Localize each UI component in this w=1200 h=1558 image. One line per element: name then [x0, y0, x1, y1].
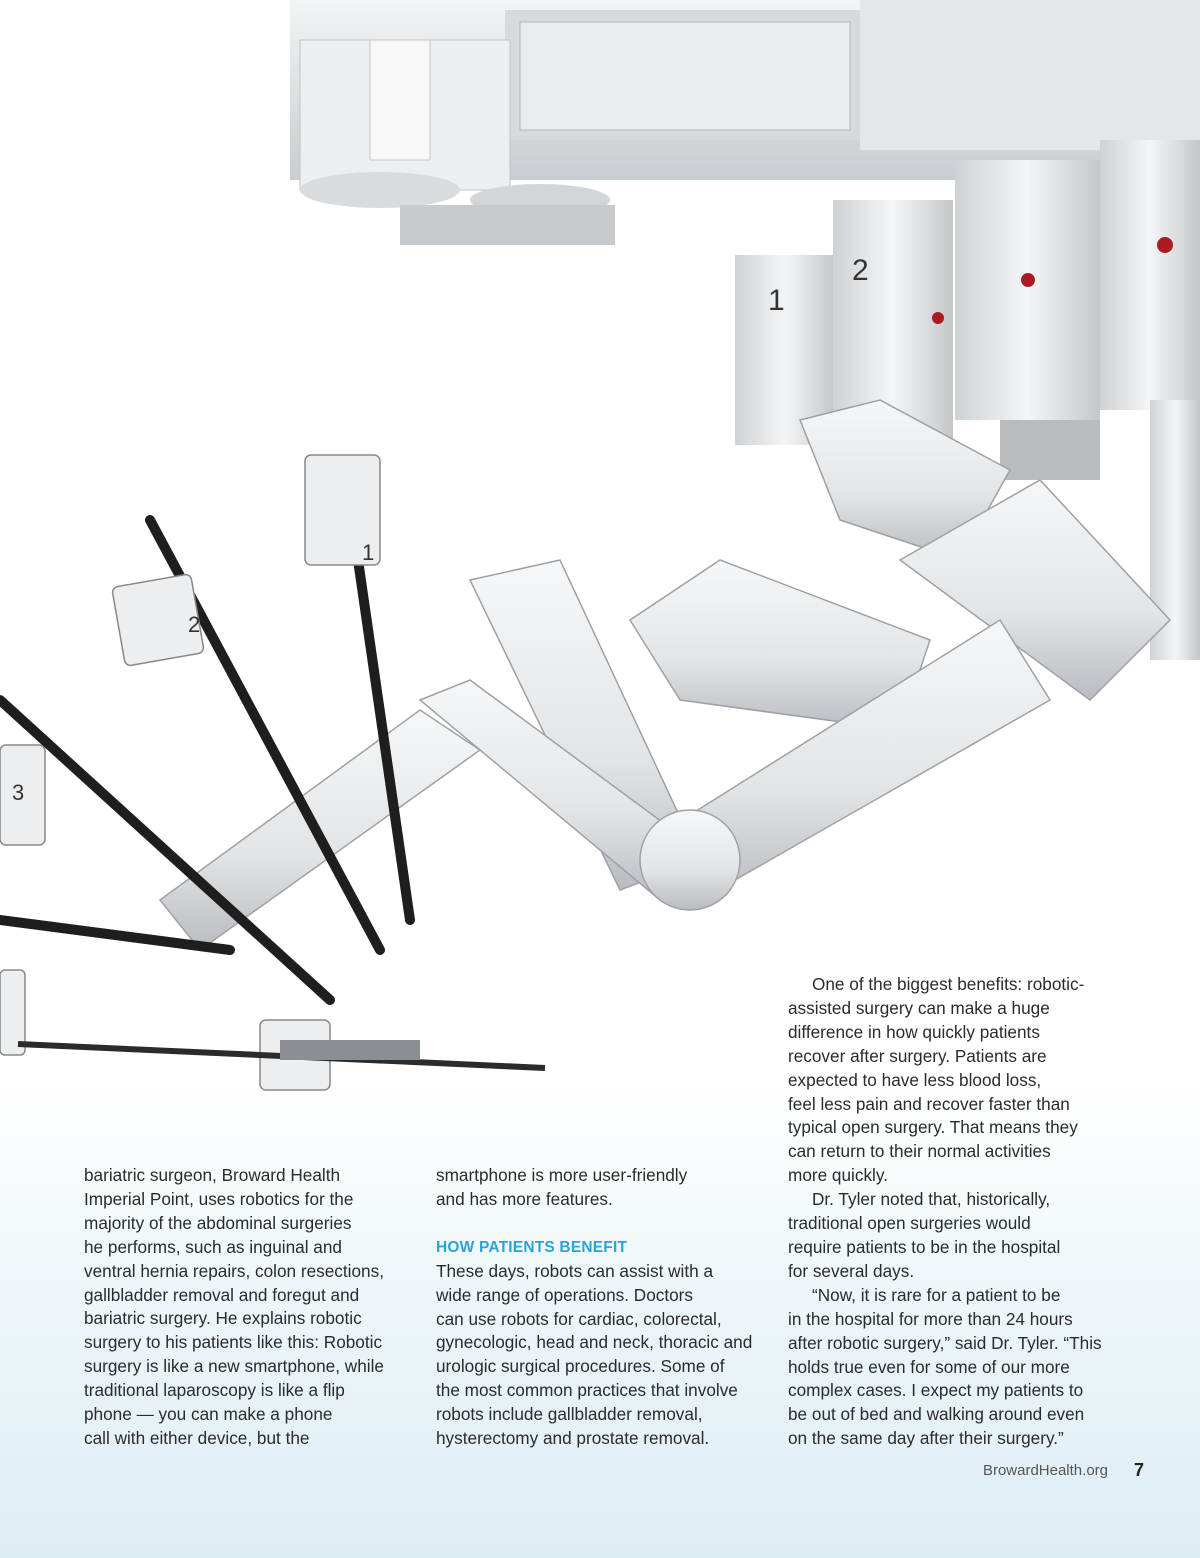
text-line: phone — you can make a phone	[84, 1404, 333, 1425]
instrument-number-3: 3	[12, 780, 25, 805]
text-line: holds true even for some of our more	[788, 1356, 1070, 1377]
text-line: after robotic surgery,” said Dr. Tyler. “This	[788, 1332, 1102, 1353]
text-line: for several days.	[788, 1260, 915, 1281]
text-line: he performs, such as inguinal and	[84, 1236, 342, 1257]
text-line: urologic surgical procedures. Some of	[436, 1356, 725, 1377]
text-line: the most common practices that involve	[436, 1380, 738, 1401]
page-footer	[0, 1462, 1200, 1492]
arm-number-2: 2	[852, 254, 869, 287]
text-line: hysterectomy and prostate removal.	[436, 1428, 710, 1449]
text-line: feel less pain and recover faster than	[788, 1093, 1070, 1114]
text-line: difference in how quickly patients	[788, 1021, 1040, 1042]
text-line: One of the biggest benefits: robotic-	[812, 974, 1085, 994]
text-line: smartphone is more user-friendly	[436, 1165, 688, 1185]
text-line: can use robots for cardiac, colorectal,	[436, 1308, 722, 1329]
section-heading: HOW PATIENTS BENEFIT	[436, 1238, 628, 1256]
article-column-2	[436, 1164, 776, 1451]
text-line: “Now, it is rare for a patient to be	[812, 1284, 1061, 1305]
text-line: expected to have less blood loss,	[788, 1069, 1042, 1090]
text-line: ventral hernia repairs, colon resections,	[84, 1260, 384, 1281]
text-line: typical open surgery. That means they	[788, 1117, 1078, 1138]
text-line: more quickly.	[788, 1165, 888, 1186]
text-line: require patients to be in the hospital	[788, 1236, 1061, 1257]
text-line: robots include gallbladder removal,	[436, 1404, 703, 1425]
text-line: can return to their normal activities	[788, 1141, 1051, 1162]
website-url: BrowardHealth.org	[982, 1462, 1108, 1479]
text-line: gynecologic, head and neck, thoracic and	[436, 1332, 753, 1353]
text-line: surgery is like a new smartphone, while	[84, 1356, 384, 1377]
text-line: on the same day after their surgery.”	[788, 1428, 1064, 1449]
text-line: traditional open surgeries would	[788, 1213, 1031, 1234]
text-line: recover after surgery. Patients are	[788, 1045, 1047, 1066]
article-column-1	[84, 1164, 414, 1451]
instrument-number-1: 1	[362, 540, 375, 565]
article-column-3	[788, 973, 1128, 1451]
text-line: assisted surgery can make a huge	[788, 997, 1050, 1018]
text-line: wide range of operations. Doctors	[436, 1284, 693, 1305]
text-line: complex cases. I expect my patients to	[788, 1380, 1084, 1401]
text-line: be out of bed and walking around even	[788, 1404, 1085, 1425]
text-line: in the hospital for more than 24 hours	[788, 1308, 1073, 1329]
text-line: and has more features.	[436, 1188, 613, 1209]
text-line: Dr. Tyler noted that, historically,	[812, 1189, 1051, 1210]
text-line: call with either device, but the	[84, 1427, 310, 1448]
instrument-number-2: 2	[188, 612, 201, 637]
text-line: Imperial Point, uses robotics for the	[84, 1188, 354, 1209]
arm-number-1: 1	[768, 284, 785, 317]
text-line: surgery to his patients like this: Robotic	[84, 1332, 383, 1353]
text-line: bariatric surgeon, Broward Health	[84, 1165, 341, 1185]
text-line: traditional laparoscopy is like a flip	[84, 1380, 345, 1401]
text-line: gallbladder removal and foregut and	[84, 1284, 360, 1305]
page-number: 7	[1133, 1460, 1144, 1480]
text-line: bariatric surgery. He explains robotic	[84, 1308, 362, 1329]
text-line: majority of the abdominal surgeries	[84, 1212, 352, 1233]
text-line: These days, robots can assist with a	[436, 1260, 714, 1281]
